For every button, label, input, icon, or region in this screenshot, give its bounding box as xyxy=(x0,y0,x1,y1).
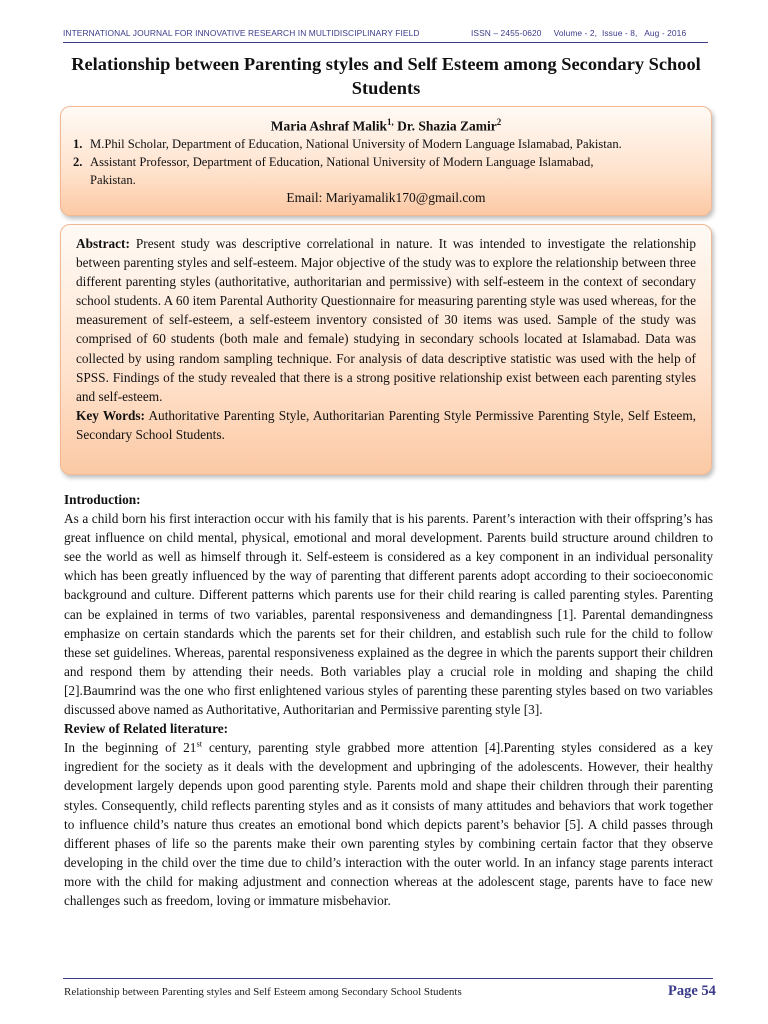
affiliation-1-text: M.Phil Scholar, Department of Education, National University of Modern Language Islamabad, Pakistan. xyxy=(90,137,622,151)
email-line: Email: Mariyamalik170@gmail.com xyxy=(286,190,486,205)
review-paragraph xyxy=(64,738,713,910)
affiliation-2-text: Assistant Professor, Department of Education, National University of Modern Language Islamabad, xyxy=(90,155,594,169)
affiliation-2 xyxy=(73,153,693,189)
introduction-paragraph: As a child born his first interaction occur with his family that is his parents. Parent’s interaction with their offspring’s has great influence on child mental, physical, emotional and moral development. Parents build structure around children to see the world as well as himself through it. Self-esteem is considered as a key component in an individual personality which has been greatly influenced by the way of parenting that different parents adopt according to their socioeconomic background and culture. Different patterns which parents use for their child rearing is called parenting styles. Parenting can be explained in terms of two variables, parental responsiveness and demandingness [1]. Parental demandingness emphasize on certain standards which the parents set for their children, and establish such rule for the child to follow these set guidelines. Whereas, parental responsiveness explained as the degree in which the parents support their children and respond them by attending their needs. Both variables play a crucial role in molding and shaping the child [2].Baumrind was the one who first enlightened various styles of parenting these parenting styles based on two variables discussed above named as Authoritative, Authoritarian and Permissive parenting style [3]. xyxy=(64,511,713,718)
review-text-start: In the beginning of 21 xyxy=(64,740,197,756)
author-2-name: Dr. Shazia Zamir xyxy=(397,118,497,134)
author-1-name: Maria Ashraf Malik xyxy=(270,118,387,134)
paper-title: Relationship between Parenting styles and Self Esteem among Secondary School Students xyxy=(71,54,701,98)
introduction-heading: Introduction: xyxy=(64,492,141,507)
footer-rule xyxy=(63,978,713,979)
issn-volume-info: ISSN – 2455-0620 Volume - 2, Issue - 8, Aug - 2016 xyxy=(471,28,687,38)
author-info-box xyxy=(60,106,712,216)
author-2-marker: 2 xyxy=(496,117,502,127)
affiliation-2-continuation: Pakistan. xyxy=(90,173,136,187)
affiliation-2-number: 2. xyxy=(73,155,83,169)
header-rule xyxy=(63,42,708,43)
review-heading: Review of Related literature: xyxy=(64,721,229,737)
abstract-label: Abstract: xyxy=(76,236,130,251)
author-line xyxy=(61,117,711,135)
abstract-box xyxy=(60,224,712,475)
footer-running-title: Relationship between Parenting styles and Self Esteem among Secondary School Students xyxy=(64,986,462,998)
affiliation-1-number: 1. xyxy=(73,137,83,151)
running-header xyxy=(63,28,708,38)
affiliation-1 xyxy=(73,135,693,153)
abstract xyxy=(76,234,696,444)
body-text xyxy=(64,490,713,910)
review-ordinal-suffix: st xyxy=(196,738,203,749)
keywords-label: Key Words: xyxy=(76,407,145,423)
page-number: Page 54 xyxy=(668,983,716,999)
abstract-text: Present study was descriptive correlational in nature. It was intended to investigate the relationship between parenting styles and self-esteem. Major objective of the study was to explore the relationship between three different parenting styles (authoritative, authoritarian and permissive) with self-esteem in the context of secondary school students. A 60 item Parental Authority Questionnaire for measuring parenting style was used whereas, for the measurement of self-esteem, a self-esteem inventory consisted of 30 items was used. Sample of the study was comprised of 60 students (both male and female) studying in secondary schools located at Islamabad. Data was collected by using random sampling technique. For analysis of data descriptive statistic was used with the help of SPSS. Findings of the study revealed that there is a strong positive relationship exist between each parenting styles and self-esteem. xyxy=(76,236,696,404)
keywords-text: Authoritative Parenting Style, Authoritarian Parenting Style Permissive Parenting Style, Self Esteem, Secondary School Students. xyxy=(76,407,696,442)
journal-name: INTERNATIONAL JOURNAL FOR INNOVATIVE RESEARCH IN MULTIDISCIPLINARY FIELD xyxy=(63,28,420,38)
author-1-marker: 1, xyxy=(386,117,394,127)
review-text-rest: century, parenting style grabbed more attention [4].Parenting styles considered as a key ingredient for the society as it deals with the development and upbringing of the adolescents. However, their healthy development largely depends upon good parenting style. Parents mold and shape their children through their parenting styles. Consequently, child reflects parenting styles and as it consists of many attitudes and behaviors that work together to influence child’s nature thus creates an emotional bond which depicts parent’s behavior [5]. A child passes through different phases of life so the parents make their own parenting styles by combining certain factor that they observe developing in the child over the time due to child’s interaction with the outer world. In an infancy stage parents interact more with the child for making adjustment and connection whereas at the adolescent stage, parents have to face new challenges such as freedom, loving or immature misbehavior. xyxy=(64,740,713,908)
